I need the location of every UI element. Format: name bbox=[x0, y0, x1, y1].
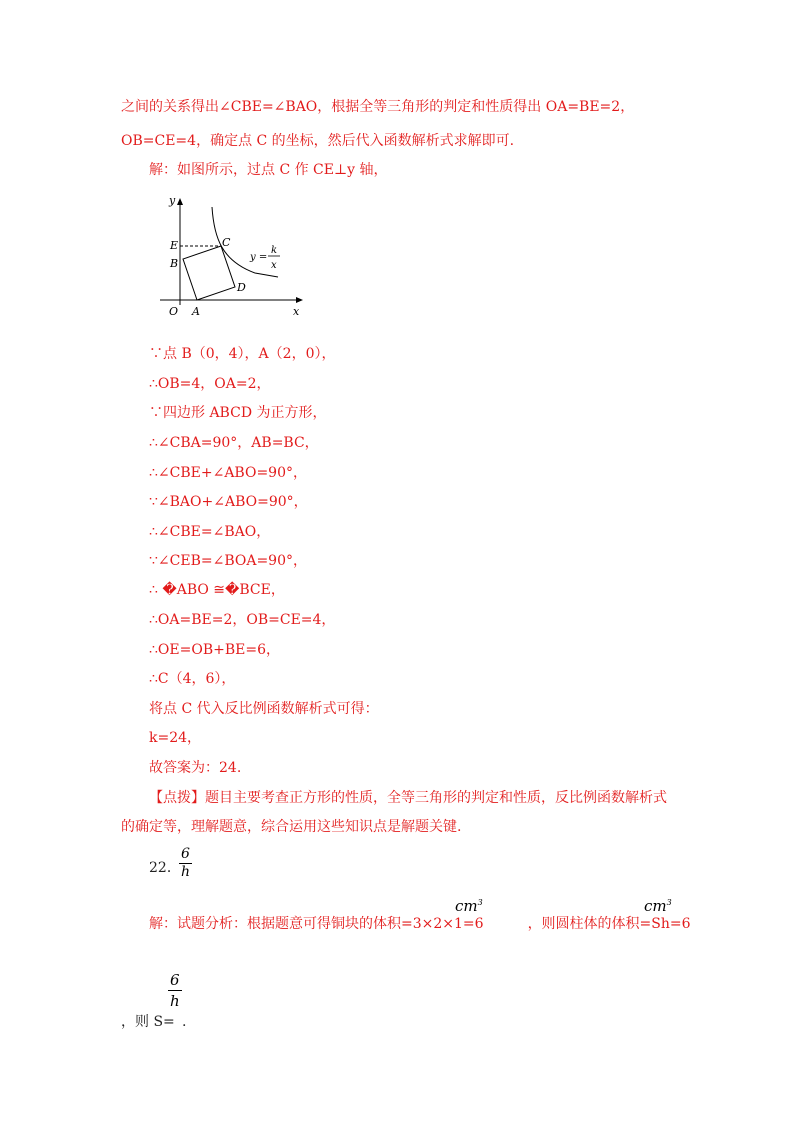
unit-text-1: cm bbox=[455, 897, 478, 915]
solution-line bbox=[149, 914, 691, 934]
question-22-fraction bbox=[179, 846, 192, 881]
curve-numerator: k bbox=[271, 245, 278, 256]
point-e-label: E bbox=[170, 239, 179, 252]
tip-line-2: 的确定等，理解题意，综合运用这些知识点是解题关键. bbox=[121, 819, 462, 835]
origin-label: O bbox=[169, 305, 179, 318]
y-axis-label: y bbox=[169, 194, 176, 207]
y-axis-arrow bbox=[177, 198, 183, 205]
x-axis-label: x bbox=[293, 305, 300, 318]
proof-line-8: ∵∠CEB=∠BOA=90°， bbox=[149, 553, 307, 569]
proof-line-1: ∵点 B（0，4），A（2，0）， bbox=[149, 346, 336, 362]
unit-exp-1: 3 bbox=[477, 898, 483, 907]
curve-equation-lhs: y = bbox=[250, 252, 268, 263]
solution-intro: 解：如图所示，过点 C 作 CE⊥y 轴， bbox=[149, 162, 388, 178]
solution-text-mid: ，则圆柱体的体积=Sh=6 bbox=[527, 916, 691, 932]
point-a-label: A bbox=[192, 305, 200, 318]
figure-svg bbox=[160, 193, 310, 323]
curve-denominator: x bbox=[271, 260, 277, 271]
result-end-period: . bbox=[182, 1014, 187, 1030]
question-22-denominator: h bbox=[180, 864, 190, 880]
point-d-label: D bbox=[237, 281, 246, 294]
proof-line-12: ∴C（4，6）， bbox=[149, 671, 236, 687]
proof-line-5: ∴∠CBE+∠ABO=90°， bbox=[149, 465, 307, 481]
proof-line-13: 将点 C 代入反比例函数解析式可得： bbox=[149, 701, 379, 717]
point-c-label: C bbox=[222, 236, 231, 249]
point-b-label: B bbox=[170, 257, 179, 270]
proof-line-6: ∵∠BAO+∠ABO=90°， bbox=[149, 494, 308, 510]
proof-line-2: ∴OB=4，OA=2， bbox=[149, 376, 271, 392]
answer-line: 故答案为：24. bbox=[149, 760, 242, 776]
proof-line-11: ∴OE=OB+BE=6， bbox=[149, 642, 280, 658]
text-line-1: 之间的关系得出∠CBE=∠BAO，根据全等三角形的判定和性质得出 OA=BE=2， bbox=[121, 99, 635, 115]
proof-line-3: ∵四边形 ABCD 为正方形， bbox=[149, 405, 327, 421]
result-denominator: h bbox=[169, 992, 180, 1010]
coordinate-figure bbox=[160, 193, 310, 323]
solution-text: 解：试题分析：根据题意可得铜块的体积=3×2×1=6 bbox=[149, 916, 484, 932]
unit-cm3-1 bbox=[455, 897, 483, 915]
text-line-2: OB=CE=4，确定点 C 的坐标，然后代入函数解析式求解即可. bbox=[121, 133, 515, 149]
question-22-numerator: 6 bbox=[181, 846, 190, 862]
question-22-number: 22． bbox=[149, 860, 181, 876]
x-axis-arrow bbox=[296, 297, 303, 303]
unit-text-2: cm bbox=[644, 897, 667, 915]
proof-line-7: ∴∠CBE=∠BAO， bbox=[149, 524, 271, 540]
proof-line-10: ∴OA=BE=2，OB=CE=4， bbox=[149, 612, 336, 628]
unit-exp-2: 3 bbox=[666, 898, 672, 907]
result-line: ，则 S= bbox=[121, 1014, 175, 1030]
proof-line-14: k=24， bbox=[149, 730, 202, 746]
proof-line-9: ∴ �ABO ≅�BCE， bbox=[149, 582, 285, 598]
result-numerator: 6 bbox=[170, 971, 180, 989]
tip-line-1: 【点拨】题目主要考查正方形的性质，全等三角形的判定和性质，反比例函数解析式 bbox=[149, 790, 667, 806]
result-fraction bbox=[168, 970, 182, 1011]
unit-cm3-2 bbox=[644, 897, 672, 915]
proof-line-4: ∴∠CBA=90°，AB=BC， bbox=[149, 435, 319, 451]
